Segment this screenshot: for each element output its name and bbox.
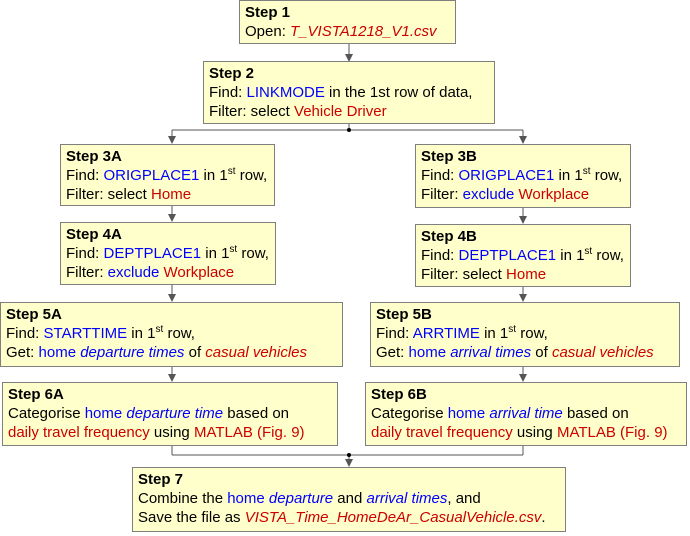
- step-s6b-text: using: [512, 424, 557, 441]
- step-s6b-text: MATLAB (Fig. 9): [556, 424, 668, 441]
- step-s4a-line-2: [66, 263, 270, 282]
- step-s4a-text: row,: [237, 245, 269, 262]
- step-s1-line-1: [245, 22, 450, 41]
- step-s2-line-2: [209, 102, 489, 121]
- step-s6b-text: arrival time: [489, 405, 563, 422]
- step-s6b-line-1: [371, 404, 681, 423]
- step-s4b-text: in 1: [556, 247, 585, 264]
- step-s5b-text: casual vehicles: [551, 344, 654, 361]
- step-s1-text: Open:: [245, 23, 291, 40]
- step-s6a-text: daily travel frequency: [8, 424, 150, 441]
- step-s7-text: Combine the: [138, 490, 228, 507]
- step-6a-title: Step 6A: [8, 386, 64, 403]
- step-s5b-line-2: [376, 343, 674, 362]
- step-s3b-text: Filter:: [421, 186, 463, 203]
- branch-junction-dot: [347, 128, 351, 132]
- step-s5a-text: row,: [163, 325, 195, 342]
- step-s6a-text: MATLAB (Fig. 9): [193, 424, 305, 441]
- step-s5a-text: STARTTIME: [43, 325, 128, 342]
- step-s6a-line-1: [8, 404, 332, 423]
- step-s4a-text: Filter:: [66, 264, 108, 281]
- step-4a-box: [60, 222, 276, 285]
- step-s5a-text: home: [38, 344, 81, 361]
- step-3a-box: [60, 144, 275, 206]
- step-s6a-line-2: [8, 423, 332, 442]
- step-s2-text: in the 1st row of data,: [324, 84, 473, 101]
- step-s6b-text: based on: [562, 405, 629, 422]
- step-s4a-text: DEPTPLACE1: [103, 245, 202, 262]
- step-7-box: [132, 467, 566, 532]
- step-s5b-text: st: [508, 324, 517, 335]
- step-s3b-line-2: [421, 185, 625, 204]
- step-s7-text: , and: [447, 490, 481, 507]
- step-s6b-text: Categorise: [371, 405, 448, 422]
- step-s2-text: Vehicle Driver: [294, 103, 387, 120]
- step-s5b-text: home: [408, 344, 451, 361]
- step-s5a-text: casual vehicles: [205, 344, 308, 361]
- step-s5b-text: in 1: [479, 325, 509, 342]
- step-s7-text: arrival times: [366, 490, 448, 507]
- step-s3a-text: ORIGPLACE1: [103, 167, 200, 184]
- step-1-box: [239, 0, 456, 44]
- step-s5b-text: of: [531, 344, 552, 361]
- step-3b-box: [415, 144, 631, 208]
- step-s4b-text: Filter: select: [421, 266, 507, 283]
- step-1-title: Step 1: [245, 4, 291, 21]
- step-s3a-text: Find:: [66, 167, 104, 184]
- step-s5a-text: in 1: [127, 325, 156, 342]
- step-s6a-text: based on: [223, 405, 290, 422]
- step-s5b-text: Find:: [376, 325, 413, 342]
- step-7-title: Step 7: [138, 471, 184, 488]
- step-s5b-text: arrival times: [450, 344, 532, 361]
- step-5b-box: [370, 302, 680, 367]
- step-s7-text: departure: [268, 490, 334, 507]
- step-s2-text: LINKMODE: [246, 84, 325, 101]
- step-s6b-text: home: [447, 405, 490, 422]
- step-5a-title: Step 5A: [6, 306, 62, 323]
- step-s5b-text: row,: [516, 325, 548, 342]
- step-s4a-text: Workplace: [163, 264, 235, 281]
- step-4a-title: Step 4A: [66, 226, 122, 243]
- step-s3a-text: st: [227, 166, 236, 177]
- step-s3b-line-1: [421, 166, 625, 185]
- step-3b-title: Step 3B: [421, 148, 477, 165]
- step-4b-title: Step 4B: [421, 228, 477, 245]
- step-s5a-text: Get:: [6, 344, 39, 361]
- step-s6a-text: departure time: [126, 405, 224, 422]
- step-s4b-text: st: [584, 246, 593, 257]
- step-s1-text: T_VISTA1218_V1.csv: [290, 23, 437, 40]
- step-s4a-text: exclude: [107, 264, 160, 281]
- step-2-title: Step 2: [209, 65, 255, 82]
- step-s5a-line-1: [6, 324, 337, 343]
- step-s5b-text: ARRTIME: [412, 325, 480, 342]
- step-s4a-text: in 1: [201, 245, 230, 262]
- step-s4b-text: Home: [506, 266, 547, 283]
- step-s3b-text: Find:: [421, 167, 459, 184]
- step-5a-box: [0, 302, 343, 367]
- step-s3b-text: st: [582, 166, 591, 177]
- step-6b-box: [365, 382, 687, 446]
- step-s3a-text: Home: [151, 186, 192, 203]
- step-s5a-text: of: [184, 344, 206, 361]
- step-s7-text: .: [541, 509, 546, 526]
- step-6a-box: [2, 382, 338, 446]
- step-s6a-text: using: [149, 424, 194, 441]
- step-s3a-text: Filter: select: [66, 186, 152, 203]
- step-s3a-text: row,: [235, 167, 268, 184]
- step-4b-box: [415, 224, 631, 287]
- step-s3b-text: ORIGPLACE1: [458, 167, 555, 184]
- step-s6a-text: home: [84, 405, 127, 422]
- step-s4b-line-1: [421, 246, 625, 265]
- step-s7-line-2: [138, 508, 560, 527]
- step-s6b-line-2: [371, 423, 681, 442]
- step-s6a-text: Categorise: [8, 405, 85, 422]
- step-s7-text: home: [227, 490, 269, 507]
- step-s4b-text: Find:: [421, 247, 459, 264]
- step-s4a-line-1: [66, 244, 270, 263]
- step-s7-text: Save the file as: [138, 509, 245, 526]
- step-s2-text: Filter: select: [209, 103, 295, 120]
- merge-junction-dot: [347, 453, 351, 457]
- step-s5a-text: Find:: [6, 325, 44, 342]
- step-s6b-text: daily travel frequency: [371, 424, 513, 441]
- step-s5b-text: Get:: [376, 344, 409, 361]
- step-s2-line-1: [209, 83, 489, 102]
- step-s5a-text: st: [155, 324, 164, 335]
- step-3a-title: Step 3A: [66, 148, 122, 165]
- step-s3a-line-2: [66, 185, 269, 204]
- step-s5a-line-2: [6, 343, 337, 362]
- step-s7-text: VISTA_Time_HomeDeAr_CasualVehicle.csv: [244, 509, 542, 526]
- step-s3b-text: row,: [590, 167, 623, 184]
- step-s4a-text: st: [229, 244, 238, 255]
- step-s7-text: and: [333, 490, 367, 507]
- step-s2-text: Find:: [209, 84, 247, 101]
- step-s7-line-1: [138, 489, 560, 508]
- step-s3b-text: exclude: [462, 186, 515, 203]
- step-s3b-text: Workplace: [518, 186, 590, 203]
- step-s3a-text: in 1: [199, 167, 228, 184]
- step-s4b-text: DEPTPLACE1: [458, 247, 557, 264]
- step-s4b-text: row,: [592, 247, 624, 264]
- step-5b-title: Step 5B: [376, 306, 432, 323]
- step-s3a-line-1: [66, 166, 269, 185]
- step-s4a-text: Find:: [66, 245, 104, 262]
- step-6b-title: Step 6B: [371, 386, 427, 403]
- step-s5b-line-1: [376, 324, 674, 343]
- step-2-box: [203, 61, 495, 124]
- step-s5a-text: departure times: [80, 344, 185, 361]
- step-s3b-text: in 1: [554, 167, 583, 184]
- step-s4b-line-2: [421, 265, 625, 284]
